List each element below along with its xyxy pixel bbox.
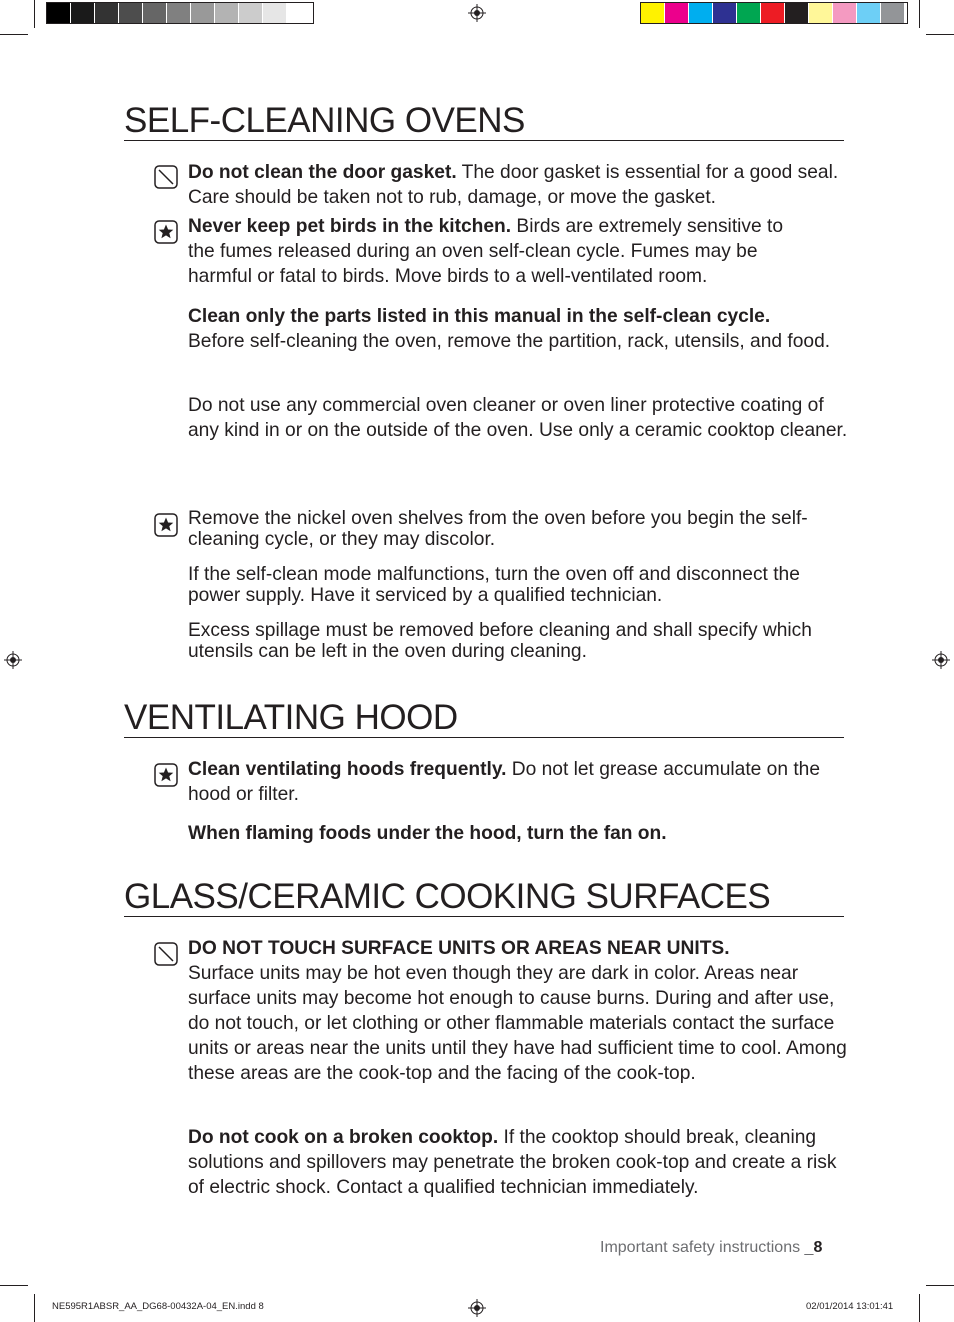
paragraph — [188, 393, 848, 443]
registration-mark-icon — [4, 651, 22, 669]
color-swatch — [287, 3, 311, 23]
crop-mark — [34, 0, 35, 28]
color-swatch — [167, 3, 191, 23]
prohibition-icon — [154, 942, 178, 966]
paragraph — [188, 757, 848, 807]
crop-mark — [0, 1285, 28, 1286]
registration-mark-icon — [468, 1299, 486, 1317]
color-swatch — [143, 3, 167, 23]
paragraph — [188, 620, 848, 662]
crop-mark — [926, 1285, 954, 1286]
color-swatch — [713, 3, 737, 23]
color-swatch — [761, 3, 785, 23]
color-swatch — [665, 3, 689, 23]
prohibition-icon — [154, 165, 178, 189]
paragraph — [188, 936, 848, 1086]
section-title-ventilating-hood: VENTILATING HOOD — [124, 699, 844, 738]
crop-mark — [34, 1294, 35, 1322]
paragraph — [188, 821, 848, 846]
process-color-bar — [640, 2, 908, 24]
paragraph-text: Before self-cleaning the oven, remove the partition, rack, utensils, and food. — [188, 331, 831, 352]
paragraph-text: If the cooktop should break, cleaning solutions and spillovers may penetrate the broken cook-top and create a risk of electric shock. Contact a qualified technician immediately. — [188, 1127, 837, 1198]
paragraph-text: Do not use any commercial oven cleaner or oven liner protective coating of any kind in or on the outside of the oven. Use only a ceramic cooktop cleaner. — [188, 395, 848, 441]
caution-icon — [154, 513, 178, 537]
section-title-self-cleaning-ovens: SELF-CLEANING OVENS — [124, 102, 844, 141]
footer-label: Important safety instructions _ — [600, 1239, 814, 1256]
color-swatch — [95, 3, 119, 23]
color-swatch — [47, 3, 71, 23]
color-swatch — [737, 3, 761, 23]
color-swatch — [239, 3, 263, 23]
slug-datetime: 02/01/2014 13:01:41 — [806, 1301, 894, 1312]
paragraph-text: Remove the nickel oven shelves from the oven before you begin the self-cleaning cycle, or they may discolor. — [188, 508, 808, 550]
paragraph — [188, 564, 848, 606]
color-swatch — [833, 3, 857, 23]
paragraph-lead: DO NOT TOUCH SURFACE UNITS OR AREAS NEAR UNITS. — [188, 938, 730, 959]
crop-mark — [0, 34, 28, 35]
registration-mark-icon — [468, 4, 486, 22]
color-swatch — [119, 3, 143, 23]
paragraph-text: Surface units may be hot even though they are dark in color. Areas near surface units may become hot enough to cause burns. During and after use, do not touch, or let clothing or other flammable materials contact the surface units or areas near the units until they have had sufficient time to cool. Among these areas are the cook-top and the facing of the cook-top. — [188, 963, 847, 1084]
paragraph-lead: Clean only the parts listed in this manual in the self-clean cycle. — [188, 306, 771, 327]
paragraph — [188, 508, 848, 550]
color-swatch — [785, 3, 809, 23]
crop-mark — [919, 0, 920, 28]
caution-icon — [154, 763, 178, 787]
color-swatch — [809, 3, 833, 23]
paragraph-lead: Do not clean the door gasket. — [188, 162, 457, 183]
color-swatch — [881, 3, 905, 23]
paragraph — [188, 214, 808, 289]
grayscale-color-bar — [46, 2, 314, 24]
registration-mark-icon — [932, 651, 950, 669]
color-swatch — [215, 3, 239, 23]
paragraph-lead: Do not cook on a broken cooktop. — [188, 1127, 499, 1148]
paragraph — [188, 304, 848, 354]
color-swatch — [263, 3, 287, 23]
caution-icon — [154, 220, 178, 244]
section-title-glass-ceramic-cooking-surfaces: GLASS/CERAMIC COOKING SURFACES — [124, 878, 844, 917]
paragraph-text: Birds are extremely sensitive to the fumes released during an oven self-clean cycle. Fumes may be harmful or fatal to birds. Move birds to a well-ventilated room. — [188, 216, 784, 287]
paragraph-lead: Clean ventilating hoods frequently. — [188, 759, 507, 780]
color-swatch — [857, 3, 881, 23]
paragraph-text: Excess spillage must be removed before cleaning and shall specify which utensils can be left in the oven during cleaning. — [188, 620, 812, 662]
paragraph-text: If the self-clean mode malfunctions, turn the oven off and disconnect the power supply. Have it serviced by a qualified technician. — [188, 564, 800, 606]
paragraph — [188, 160, 848, 210]
slug-filename: NE595R1ABSR_AA_DG68-00432A-04_EN.indd 8 — [52, 1301, 264, 1312]
color-swatch — [191, 3, 215, 23]
paragraph — [188, 1125, 848, 1200]
paragraph-text: Do not let grease accumulate on the hood or filter. — [188, 759, 820, 805]
color-swatch — [689, 3, 713, 23]
page-number: 8 — [813, 1239, 823, 1256]
color-swatch — [71, 3, 95, 23]
color-swatch — [641, 3, 665, 23]
page-footer — [600, 1239, 822, 1257]
paragraph-lead: Never keep pet birds in the kitchen. — [188, 216, 512, 237]
crop-mark — [926, 34, 954, 35]
paragraph-lead: When flaming foods under the hood, turn the fan on. — [188, 823, 667, 844]
paragraph-text: The door gasket is essential for a good seal. Care should be taken not to rub, damage, or move the gasket. — [188, 162, 839, 208]
crop-mark — [919, 1294, 920, 1322]
